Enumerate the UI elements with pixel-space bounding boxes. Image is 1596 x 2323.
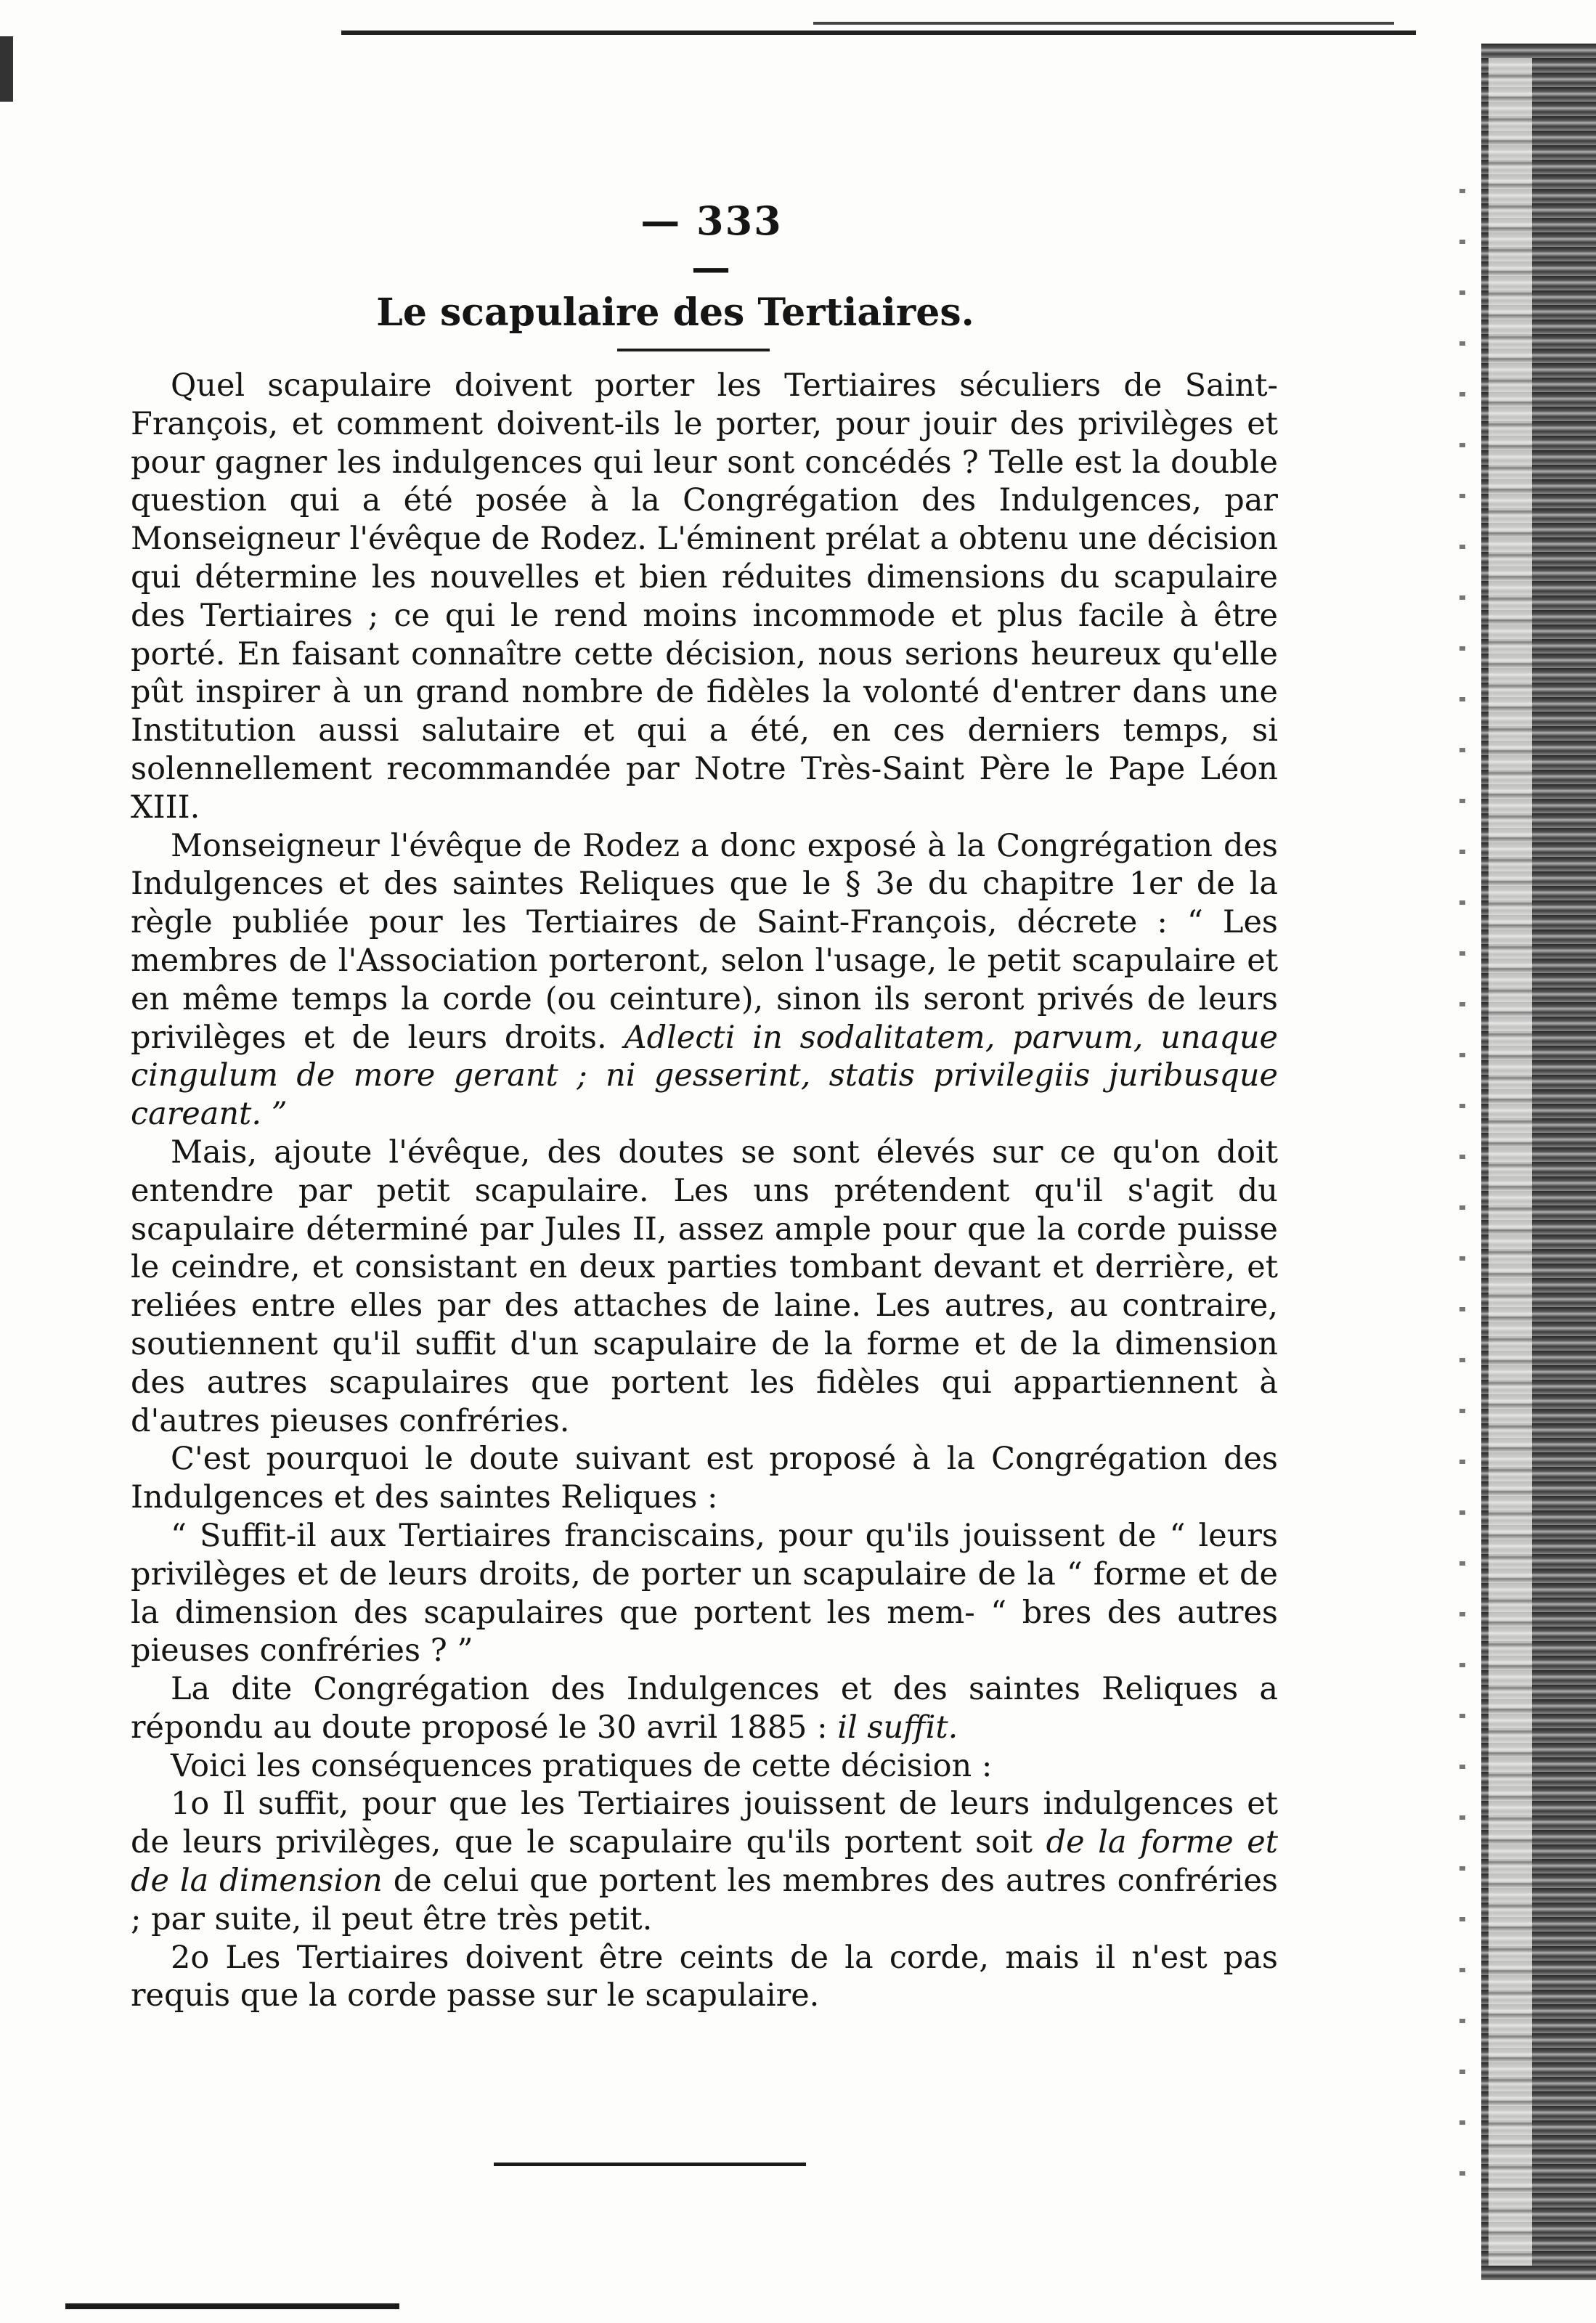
paragraph-3-text: Mais, ajoute l'évêque, des doutes se sont élevés sur ce qu'on doit entendre par petit scapulaire. Les uns prétendent qu'il s'agit du scapulaire déterminé par Jules II, assez ample pour que la corde puisse le ceindre, et consistant en deux parties tombant devant et derrière, et reliées entre elles par des attaches de laine. Les autres, au contraire, soutiennent qu'il suffit d'un scapulaire de la forme et de la dimension des autres scapulaires que portent les fidèles qui appartiennent à d'autres pieuses confréries. — [131, 1134, 1278, 1439]
paragraph-8-text: 1o Il suffit, pour que les Tertiaires jouissent de leurs indulgences et de leurs privilèges, que le scapulaire qu'ils portent soit — [131, 1786, 1278, 1861]
paragraph-5-quote — [131, 1517, 1278, 1670]
top-border-line-secondary — [813, 22, 1394, 25]
article-title: Le scapulaire des Tertiaires. — [376, 290, 974, 335]
paragraph-1 — [131, 367, 1278, 827]
end-rule — [494, 2163, 806, 2166]
paragraph-9 — [131, 1939, 1278, 2016]
paragraph-2 — [131, 827, 1278, 1134]
paragraph-9-text: 2o Les Tertiaires doivent être ceints de la corde, mais il n'est pas requis que la corde passe sur le scapulaire. — [131, 1939, 1278, 2014]
paragraph-3 — [131, 1134, 1278, 1440]
paragraph-6-answer: il suffit. — [837, 1709, 958, 1746]
paragraph-2-text: Monseigneur l'évêque de Rodez a donc exposé à la Congrégation des Indulgences et des saintes Reliques que le § 3e du chapitre 1er de la règle publiée pour les Tertiaires de Saint-François, décrete : “ Les membres de l'Association porteront, selon l'usage, le petit scapulaire et en même temps la corde (ou ceinture), sinon ils seront privés de leurs privilèges et de leurs droits. — [131, 827, 1278, 1056]
right-page-edge-texture — [1489, 58, 1532, 2266]
top-border-line — [341, 30, 1416, 35]
paragraph-4-text: C'est pourquoi le doute suivant est proposé à la Congrégation des Indulgences et des saintes Reliques : — [131, 1441, 1278, 1516]
paragraph-8-italic: de la forme et de la dimension — [131, 1824, 1278, 1900]
paragraph-8-after: de celui que portent les membres des autres confréries ; par suite, il peut être très petit. — [131, 1863, 1279, 1937]
paragraph-5-text: “ Suffit-il aux Tertiaires franciscains, pour qu'ils jouissent de “ leurs privilèges et de leurs droits, de porter un scapulaire de la “ forme et de la dimension des scapulaires que portent les mem- “ bres des autres pieuses confréries ? ” — [131, 1517, 1278, 1669]
paragraph-7 — [131, 1747, 1278, 1786]
paragraph-2-latin: Adlecti in sodalitatem, parvum, unaque cingulum de more gerant ; ni gesserint, statis privilegiis juribusque careant. ” — [131, 1019, 1279, 1133]
paragraph-4 — [131, 1440, 1278, 1517]
paragraph-6-text: La dite Congrégation des Indulgences et des saintes Reliques a répondu au doute proposé le 30 avril 1885 : — [131, 1671, 1278, 1746]
article-body — [131, 367, 1278, 2015]
paragraph-1-text: Quel scapulaire doivent porter les Tertiaires séculiers de Saint-François, et comment doivent-ils le porter, pour jouir des privilèges et pour gagner les indulgences qui leur sont concédés ? Telle est la double question qui a été posée à la Congrégation des Indulgences, par Monseigneur l'évêque de Rodez. L'éminent prélat a obtenu une décision qui détermine les nouvelles et bien réduites dimensions du scapulaire des Tertiaires ; ce qui le rend moins incommode et plus facile à être porté. En faisant connaître cette décision, nous serions heureux qu'elle pût inspirer à un grand nombre de fidèles la volonté d'entrer dans une Institution aussi salutaire et qui a été, en ces derniers temps, si solennellement recommandée par Notre Très-Saint Père le Pape Léon XIII. — [131, 367, 1278, 826]
paragraph-6 — [131, 1670, 1278, 1747]
title-rule — [617, 349, 770, 351]
paragraph-8 — [131, 1785, 1278, 1938]
left-edge-mark — [0, 36, 13, 102]
margin-dot-column — [1459, 189, 1465, 2222]
paragraph-7-text: Voici les conséquences pratiques de cette décision : — [171, 1747, 993, 1784]
page-number: — 333 — — [640, 198, 783, 290]
bottom-border-line — [65, 2303, 399, 2309]
